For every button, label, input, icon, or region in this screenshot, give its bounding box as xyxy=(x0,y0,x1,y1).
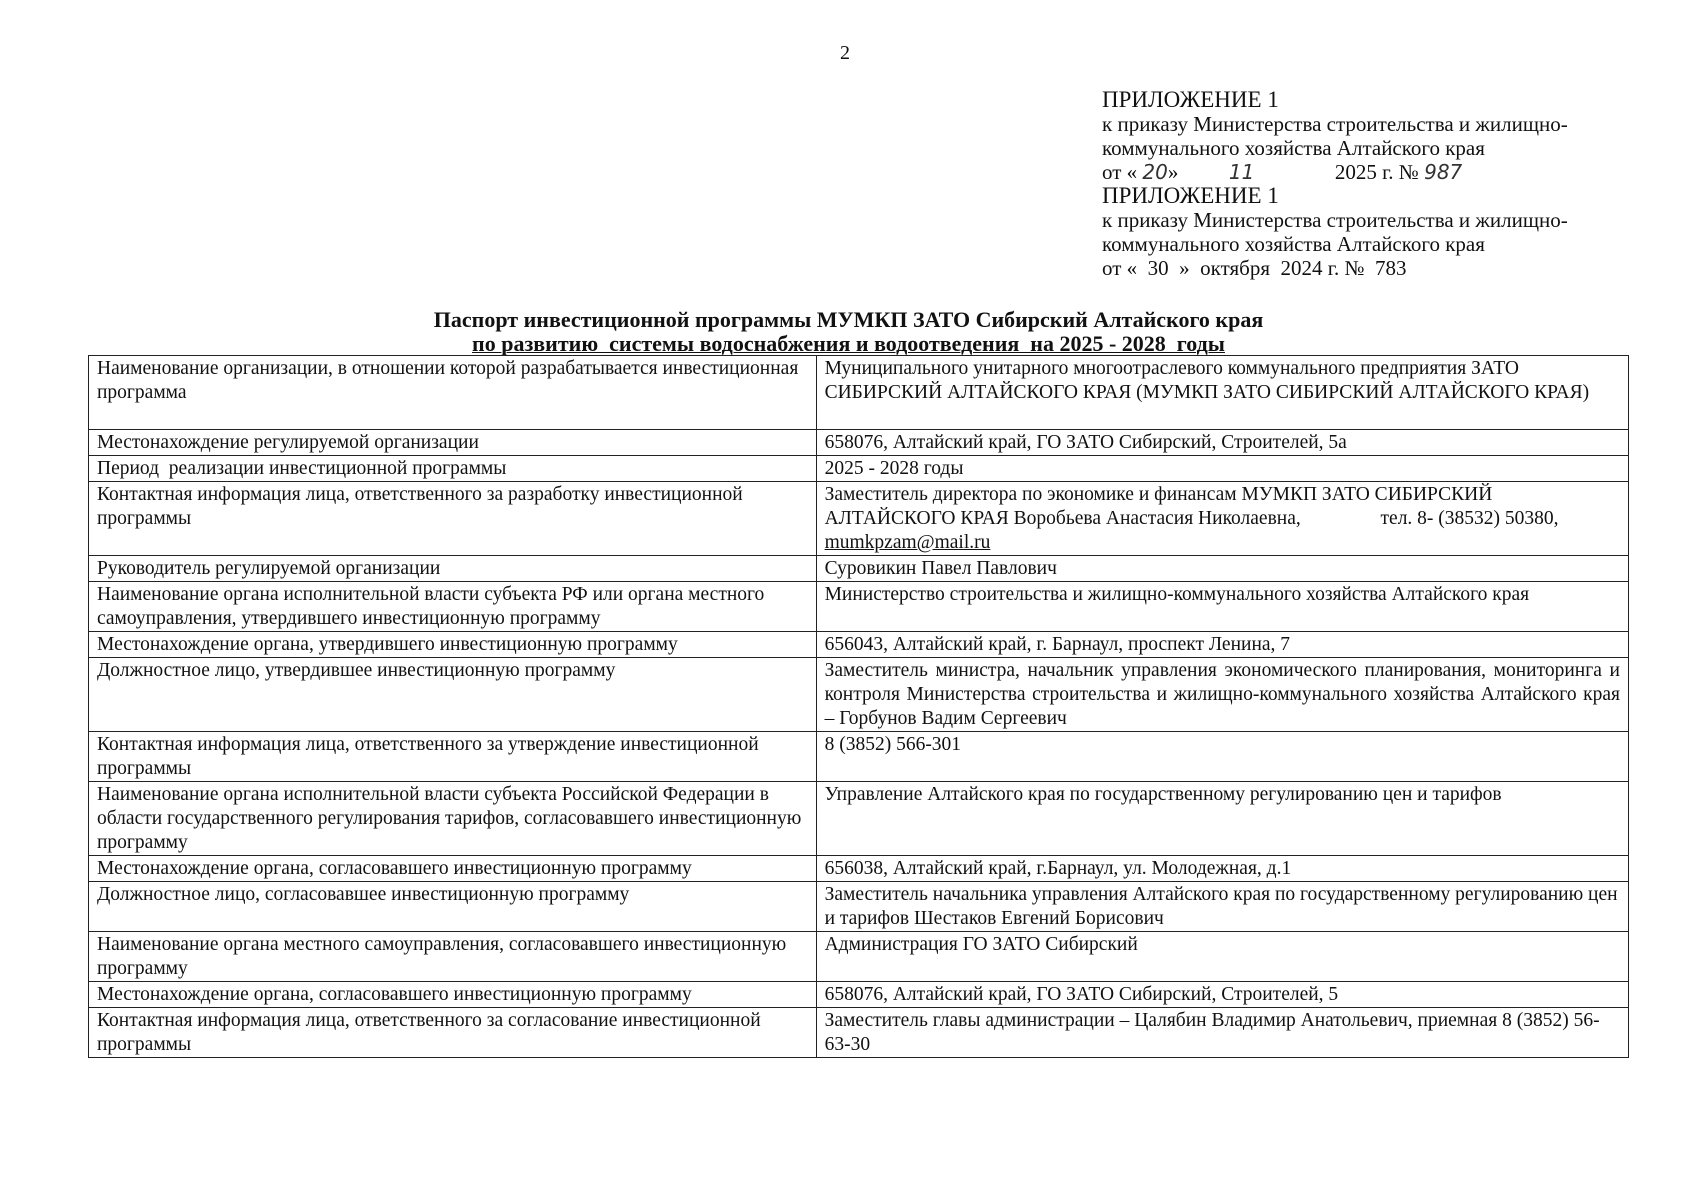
row-label: Контактная информация лица, ответственного за согласование инвестиционной программы xyxy=(89,1008,817,1058)
row-value: Суровикин Павел Павлович xyxy=(816,556,1628,582)
appendix-current-date xyxy=(1102,160,1662,184)
contact-text: Заместитель директора по экономике и финансам МУМКП ЗАТО СИБИРСКИЙ АЛТАЙСКОГО КРАЯ Воробьева Анастасия Николаевна, xyxy=(824,484,1493,529)
row-value: 656038, Алтайский край, г.Барнаул, ул. Молодежная, д.1 xyxy=(816,856,1628,882)
row-label: Контактная информация лица, ответственного за утверждение инвестиционной программы xyxy=(89,732,817,782)
row-value xyxy=(816,482,1628,556)
row-value: 658076, Алтайский край, ГО ЗАТО Сибирский, Строителей, 5а xyxy=(816,430,1628,456)
appendix-current-line2: коммунального хозяйства Алтайского края xyxy=(1102,136,1485,160)
row-label: Местонахождение органа, согласовавшего инвестиционную программу xyxy=(89,982,817,1008)
handwritten-number: 987 xyxy=(1424,160,1463,184)
table-row xyxy=(89,982,1629,1008)
appendix-previous-line2: коммунального хозяйства Алтайского края xyxy=(1102,232,1485,256)
table-row xyxy=(89,732,1629,782)
appendix-previous-line1: к приказу Министерства строительства и жилищно- xyxy=(1102,208,1568,232)
table-row xyxy=(89,856,1629,882)
row-label: Местонахождение органа, согласовавшего инвестиционную программу xyxy=(89,856,817,882)
row-value: Муниципального унитарного многоотраслевого коммунального предприятия ЗАТО СИБИРСКИЙ АЛТАЙСКОГО КРАЯ (МУМКП ЗАТО СИБИРСКИЙ АЛТАЙСКОГО КРАЯ) xyxy=(816,356,1628,430)
row-label: Наименование органа исполнительной власти субъекта РФ или органа местного самоуправления, утвердившего инвестиционную программу xyxy=(89,582,817,632)
table-row xyxy=(89,882,1629,932)
row-value: Заместитель начальника управления Алтайского края по государственному регулированию цен и тарифов Шестаков Евгений Борисович xyxy=(816,882,1628,932)
contact-email-link[interactable]: mumkpzam@mail.ru xyxy=(824,532,991,553)
title-line1: Паспорт инвестиционной программы МУМКП ЗАТО Сибирский Алтайского края xyxy=(433,307,1264,332)
appendix-previous-date: от « 30 » октября 2024 г. № 783 xyxy=(1102,256,1407,280)
table-row xyxy=(89,1008,1629,1058)
row-value: 658076, Алтайский край, ГО ЗАТО Сибирский, Строителей, 5 xyxy=(816,982,1628,1008)
table-row xyxy=(89,556,1629,582)
row-value: Заместитель главы администрации – Цалябин Владимир Анатольевич, приемная 8 (3852) 56-63-30 xyxy=(816,1008,1628,1058)
table-row xyxy=(89,782,1629,856)
title-line2: по развитию системы водоснабжения и водоотведения на 2025 - 2028 годы xyxy=(472,331,1225,356)
table-row xyxy=(89,482,1629,556)
table-row xyxy=(89,932,1629,982)
table-row xyxy=(89,632,1629,658)
date-prefix: от « xyxy=(1102,160,1138,184)
table-row xyxy=(89,456,1629,482)
appendix-current-line1: к приказу Министерства строительства и жилищно- xyxy=(1102,112,1568,136)
document-title xyxy=(0,308,1697,356)
handwritten-month: 11 xyxy=(1228,160,1255,184)
row-label: Местонахождение регулируемой организации xyxy=(89,430,817,456)
table-row xyxy=(89,356,1629,430)
row-label: Должностное лицо, утвердившее инвестиционную программу xyxy=(89,658,817,732)
row-label: Местонахождение органа, утвердившего инвестиционную программу xyxy=(89,632,817,658)
table-row xyxy=(89,658,1629,732)
row-value: Заместитель министра, начальник управления экономического планирования, мониторинга и контроля Министерства строительства и жилищно-коммунального хозяйства Алтайского края – Горбунов Вадим Сергеевич xyxy=(816,658,1628,732)
contact-phone-end: 50380, xyxy=(1504,508,1559,529)
row-label: Период реализации инвестиционной программы xyxy=(89,456,817,482)
appendix-block xyxy=(1102,88,1662,280)
row-value: 2025 - 2028 годы xyxy=(816,456,1628,482)
row-label: Контактная информация лица, ответственного за разработку инвестиционной программы xyxy=(89,482,817,556)
row-value: Министерство строительства и жилищно-коммунального хозяйства Алтайского края xyxy=(816,582,1628,632)
date-year: 2025 г. № xyxy=(1334,160,1419,184)
row-value: Управление Алтайского края по государственному регулированию цен и тарифов xyxy=(816,782,1628,856)
row-label: Наименование органа местного самоуправления, согласовавшего инвестиционную программу xyxy=(89,932,817,982)
row-label: Наименование организации, в отношении которой разрабатывается инвестиционная программа xyxy=(89,356,817,430)
appendix-previous-heading: ПРИЛОЖЕНИЕ 1 xyxy=(1102,183,1279,208)
row-value: 656043, Алтайский край, г. Барнаул, проспект Ленина, 7 xyxy=(816,632,1628,658)
row-label: Должностное лицо, согласовавшее инвестиционную программу xyxy=(89,882,817,932)
row-value: 8 (3852) 566-301 xyxy=(816,732,1628,782)
row-label: Наименование органа исполнительной власти субъекта Российской Федерации в области государственного регулирования тарифов, согласовавшего инвестиционную программу xyxy=(89,782,817,856)
date-mid: » xyxy=(1167,160,1179,184)
row-value: Администрация ГО ЗАТО Сибирский xyxy=(816,932,1628,982)
appendix-current-heading: ПРИЛОЖЕНИЕ 1 xyxy=(1102,87,1279,112)
table-row xyxy=(89,430,1629,456)
table-row xyxy=(89,582,1629,632)
row-label: Руководитель регулируемой организации xyxy=(89,556,817,582)
page-number: 2 xyxy=(840,42,850,64)
contact-phone: тел. 8- (38532) xyxy=(1380,508,1501,529)
handwritten-day: 20 xyxy=(1142,160,1168,184)
passport-table xyxy=(88,355,1629,1058)
